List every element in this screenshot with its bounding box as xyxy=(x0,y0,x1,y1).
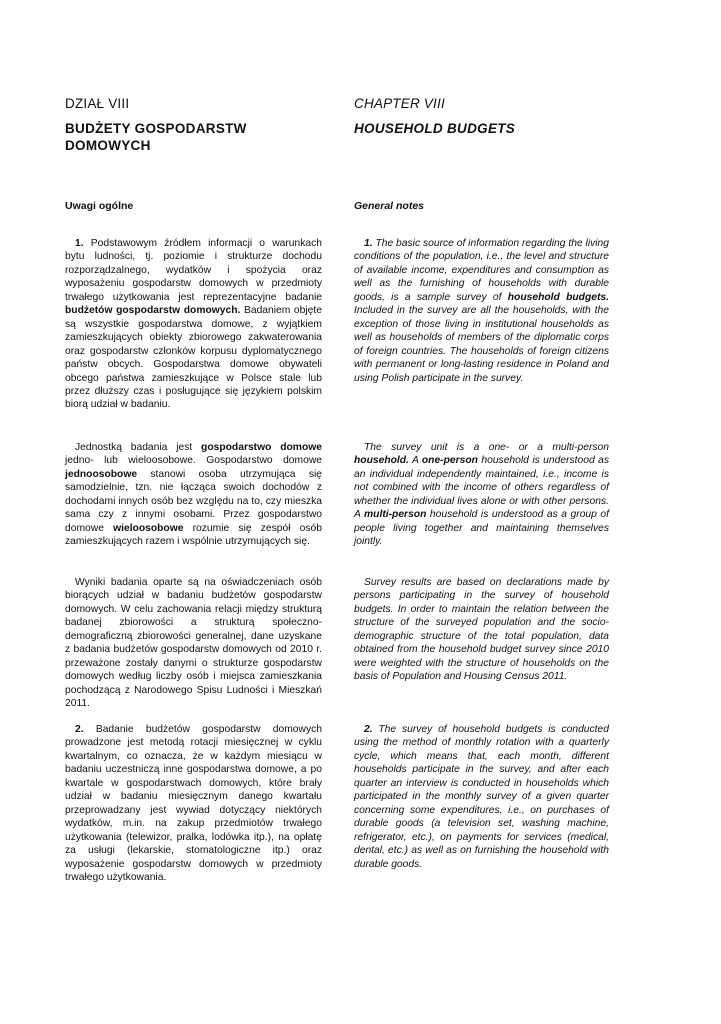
section-heading: Uwagi ogólne xyxy=(65,200,134,212)
section-heading: General notes xyxy=(354,200,425,212)
paragraph xyxy=(65,723,322,884)
text-run: Badaniem objęte są wszystkie gospodarstwa domowe, z wyjątkiem zamieszkujących obiekty zbiorowego zakwaterowania oraz gospodarstw członków korpusu dyplomatycznego państw obcych. Gospodarstwa domowe obywateli obcego państwa zamieszkujące w Polsce stale lub przez dłuższy czas i posługujące się językiem polskim biorą udział w badaniu. xyxy=(65,305,322,411)
text-run: Wyniki badania oparte są na oświadczeniach osób biorących udział w badaniu budżetów gospodarstw domowych. W celu zachowania relacji między strukturą badanej zbiorowości a strukturą społeczno-demograficzną zbiorowości generalnej, dane uzyskane z badania budżetów gospodarstw domowych od 2010 r. przeważone zostały danymi o strukturze gospodarstw domowych według liczby osób i miejsca zamieszkania pochodzącą z Narodowego Spisu Ludności i Mieszkań 2011. xyxy=(65,577,322,710)
text-run: rozumie się zespół osób zamieszkujących razem i wspólnie utrzymujących się. xyxy=(65,522,323,548)
english-column xyxy=(354,96,609,870)
text-run: A xyxy=(408,455,422,467)
text-run: The survey unit is a one- or a multi-person xyxy=(364,442,609,453)
text-run: Included in the survey are all the households, with the exception of those living in institutional households as well as households of members of the diplomatic corps of foreign countries. The households of foreign citizens with permanent or long-lasting residence in Poland and using Polish participate in the survey. xyxy=(354,305,609,384)
text-run: Badanie budżetów gospodarstw domowych prowadzone jest metodą rotacji miesięcznej w cyklu kwartalnym, co oznacza, że w każdym miesiącu w badaniu uczestniczą inne gospodarstwa domowe, a po kwartale w gospodarstwach domowych, które brały udział w badaniu miesięcznym danego kwartału przeprowadzany jest wywiad dotyczący niektórych wydatków, m.in. na zakup przedmiotów trwałego użytkowania (telewizor, pralka, lodówka itp.), na opłatę za usługi (lekarskie, stomatologiczne itp.) oraz wyposażenie gospodarstw domowych w przedmioty trwałego użytkowania. xyxy=(65,724,322,883)
text-run: Survey results are based on declarations made by persons participating in the survey of household budgets. In order to maintain the relation between the structure of the surveyed population and the socio-demographic structure of the total population, data obtained from the household budget survey since 2010 were weighted with the structure of households on the basis of Population and Housing Census 2011. xyxy=(354,577,609,683)
text-run: The basic source of information regarding the living conditions of the population, i.e., the level and structure of available income, expenditures and consumption as well as the furnishing of households with durable goods, is a sample survey of xyxy=(354,238,609,303)
bold-term: gospodarstwo domowe xyxy=(201,442,322,453)
bold-term: multi-person xyxy=(364,509,427,521)
paragraph xyxy=(65,441,322,549)
text-run: stanowi osoba utrzymująca się samodzielnie, tzn. nie łącząca swoich dochodów z dochodami innych osób bez względu na to, czy mieszka sama czy z innymi osobami. Przez gospodarstwo domowe xyxy=(65,468,322,534)
text-run: The survey of household budgets is conducted using the method of monthly rotation with a quarterly cycle, which means that, each month, different households participate in the survey, and after each quarter an interview is conducted in households which participated in the monthly survey of a given quarter concerning some expenditures, i.e., on purchases of durable goods (a television set, washing machine, refrigerator, etc.), on payments for services (medical, dental, etc.) as well as on furnishing the household with durable goods. xyxy=(354,724,609,870)
paragraph xyxy=(354,576,609,684)
bold-term: one-person xyxy=(421,455,478,467)
paragraph xyxy=(354,237,609,385)
chapter-title: HOUSEHOLD BUDGETS xyxy=(354,121,516,136)
bold-term: household budgets. xyxy=(507,291,609,303)
paragraph xyxy=(354,441,609,549)
chapter-title: BUDŻETY GOSPODARSTW DOMOWYCH xyxy=(65,121,247,153)
text-run: Jednostką badania jest xyxy=(75,442,202,453)
bold-term: household. xyxy=(354,455,409,467)
bold-term: 2. xyxy=(364,724,373,735)
paragraph xyxy=(354,723,609,871)
bold-term: budżetów gospodarstw domowych. xyxy=(65,305,241,317)
text-run: jedno- lub wieloosobowe. Gospodarstwo domowe xyxy=(65,455,322,467)
text-run: Podstawowym źródłem informacji o warunkach bytu ludności, tj. poziomie i strukturze dochodu rozporządzalnego, wydatków i spożycia oraz wyposażeniu gospodarstw domowych w przedmioty trwałego użytkowania jest reprezentacyjne badanie xyxy=(65,238,322,303)
paragraph xyxy=(65,237,322,412)
chapter-label: CHAPTER VIII xyxy=(354,96,445,111)
bold-term: 2. xyxy=(75,724,84,735)
bold-term: jednoosobowe xyxy=(65,468,138,480)
text-run: household is understood as an individual independently maintained, i.e., income is not combined with the income of others regardless of whether the individual lives alone or with other persons. A xyxy=(354,455,609,521)
polish-column xyxy=(65,96,323,883)
bold-term: 1. xyxy=(75,238,84,249)
chapter-label: DZIAŁ VIII xyxy=(65,96,130,111)
bold-term: wieloosobowe xyxy=(113,522,184,534)
paragraph xyxy=(65,576,322,711)
bold-term: 1. xyxy=(364,238,373,249)
text-run: household is understood as a group of people living together and maintaining themselves jointly. xyxy=(354,509,609,548)
